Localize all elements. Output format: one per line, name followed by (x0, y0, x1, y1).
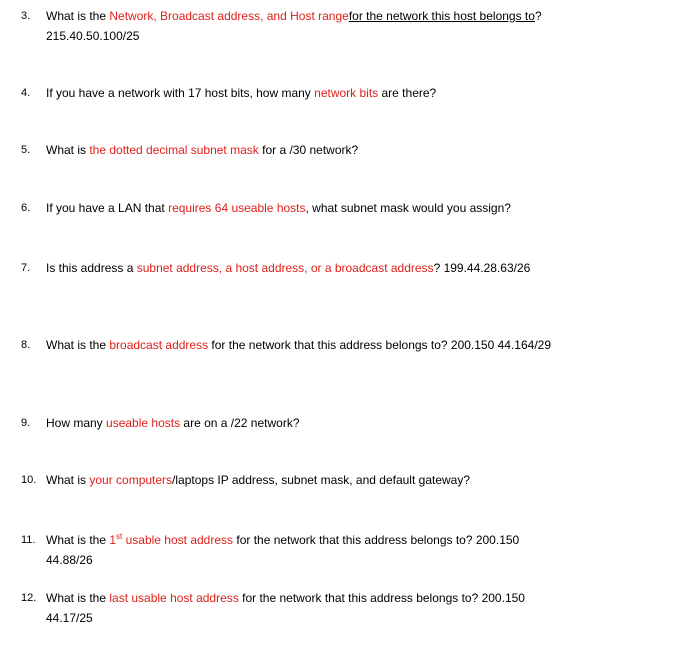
question-text: Is this address a subnet address, a host address, or a broadcast address? 199.44.28.63/26 (46, 261, 531, 275)
highlighted-term: your computers (89, 473, 173, 487)
question-number: 10. (21, 474, 37, 486)
highlighted-term: subnet address, a host address, or a broadcast address (136, 261, 434, 275)
question-number: 7. (21, 262, 31, 274)
question-text: What is the broadcast address for the network that this address belongs to? 200.150 44.164/29 (46, 338, 551, 352)
question-text: How many useable hosts are on a /22 network? (46, 416, 300, 430)
question-number: 8. (21, 339, 31, 351)
highlighted-term: 1st usable host address (109, 532, 234, 547)
question-number: 6. (21, 202, 31, 214)
question-number: 5. (21, 144, 31, 156)
question-text: What is your computers/laptops IP address, subnet mask, and default gateway? (46, 473, 471, 487)
highlighted-term: the dotted decimal subnet mask (89, 143, 259, 157)
question-number: 12. (21, 592, 37, 604)
question-continuation: 215.40.50.100/25 (46, 29, 140, 43)
highlighted-term: requires 64 useable hosts (168, 201, 306, 215)
highlighted-term: broadcast address (109, 338, 209, 352)
highlighted-term: network bits (314, 86, 379, 100)
question-continuation: 44.88/26 (46, 553, 93, 567)
question-number: 9. (21, 417, 31, 429)
question-text: What is the Network, Broadcast address, and Host rangefor the network this host belongs to? 215.40.50.100/25 (46, 9, 676, 43)
underlined-phrase: for the network this host belongs to (348, 9, 535, 23)
question-text: If you have a network with 17 host bits, how many network bits are there? (46, 86, 437, 100)
question-number: 3. (21, 10, 31, 22)
question-text: What is the dotted decimal subnet mask for a /30 network? (46, 143, 359, 157)
highlighted-term: last usable host address (109, 591, 239, 605)
question-continuation: 44.17/25 (46, 611, 93, 625)
highlighted-term: Network, Broadcast address, and Host range (109, 9, 349, 23)
ordinal-superscript: st (116, 532, 123, 541)
highlighted-term: useable hosts (106, 416, 181, 430)
question-text: What is the last usable host address for the network that this address belongs to? 200.150 44.17/25 (46, 591, 676, 625)
question-number: 4. (21, 87, 31, 99)
question-text: If you have a LAN that requires 64 useable hosts, what subnet mask would you assign? (46, 201, 511, 215)
question-number: 11. (21, 534, 36, 546)
question-text: What is the 1st usable host address for the network that this address belongs to? 200.150 44.88/26 (46, 533, 676, 567)
